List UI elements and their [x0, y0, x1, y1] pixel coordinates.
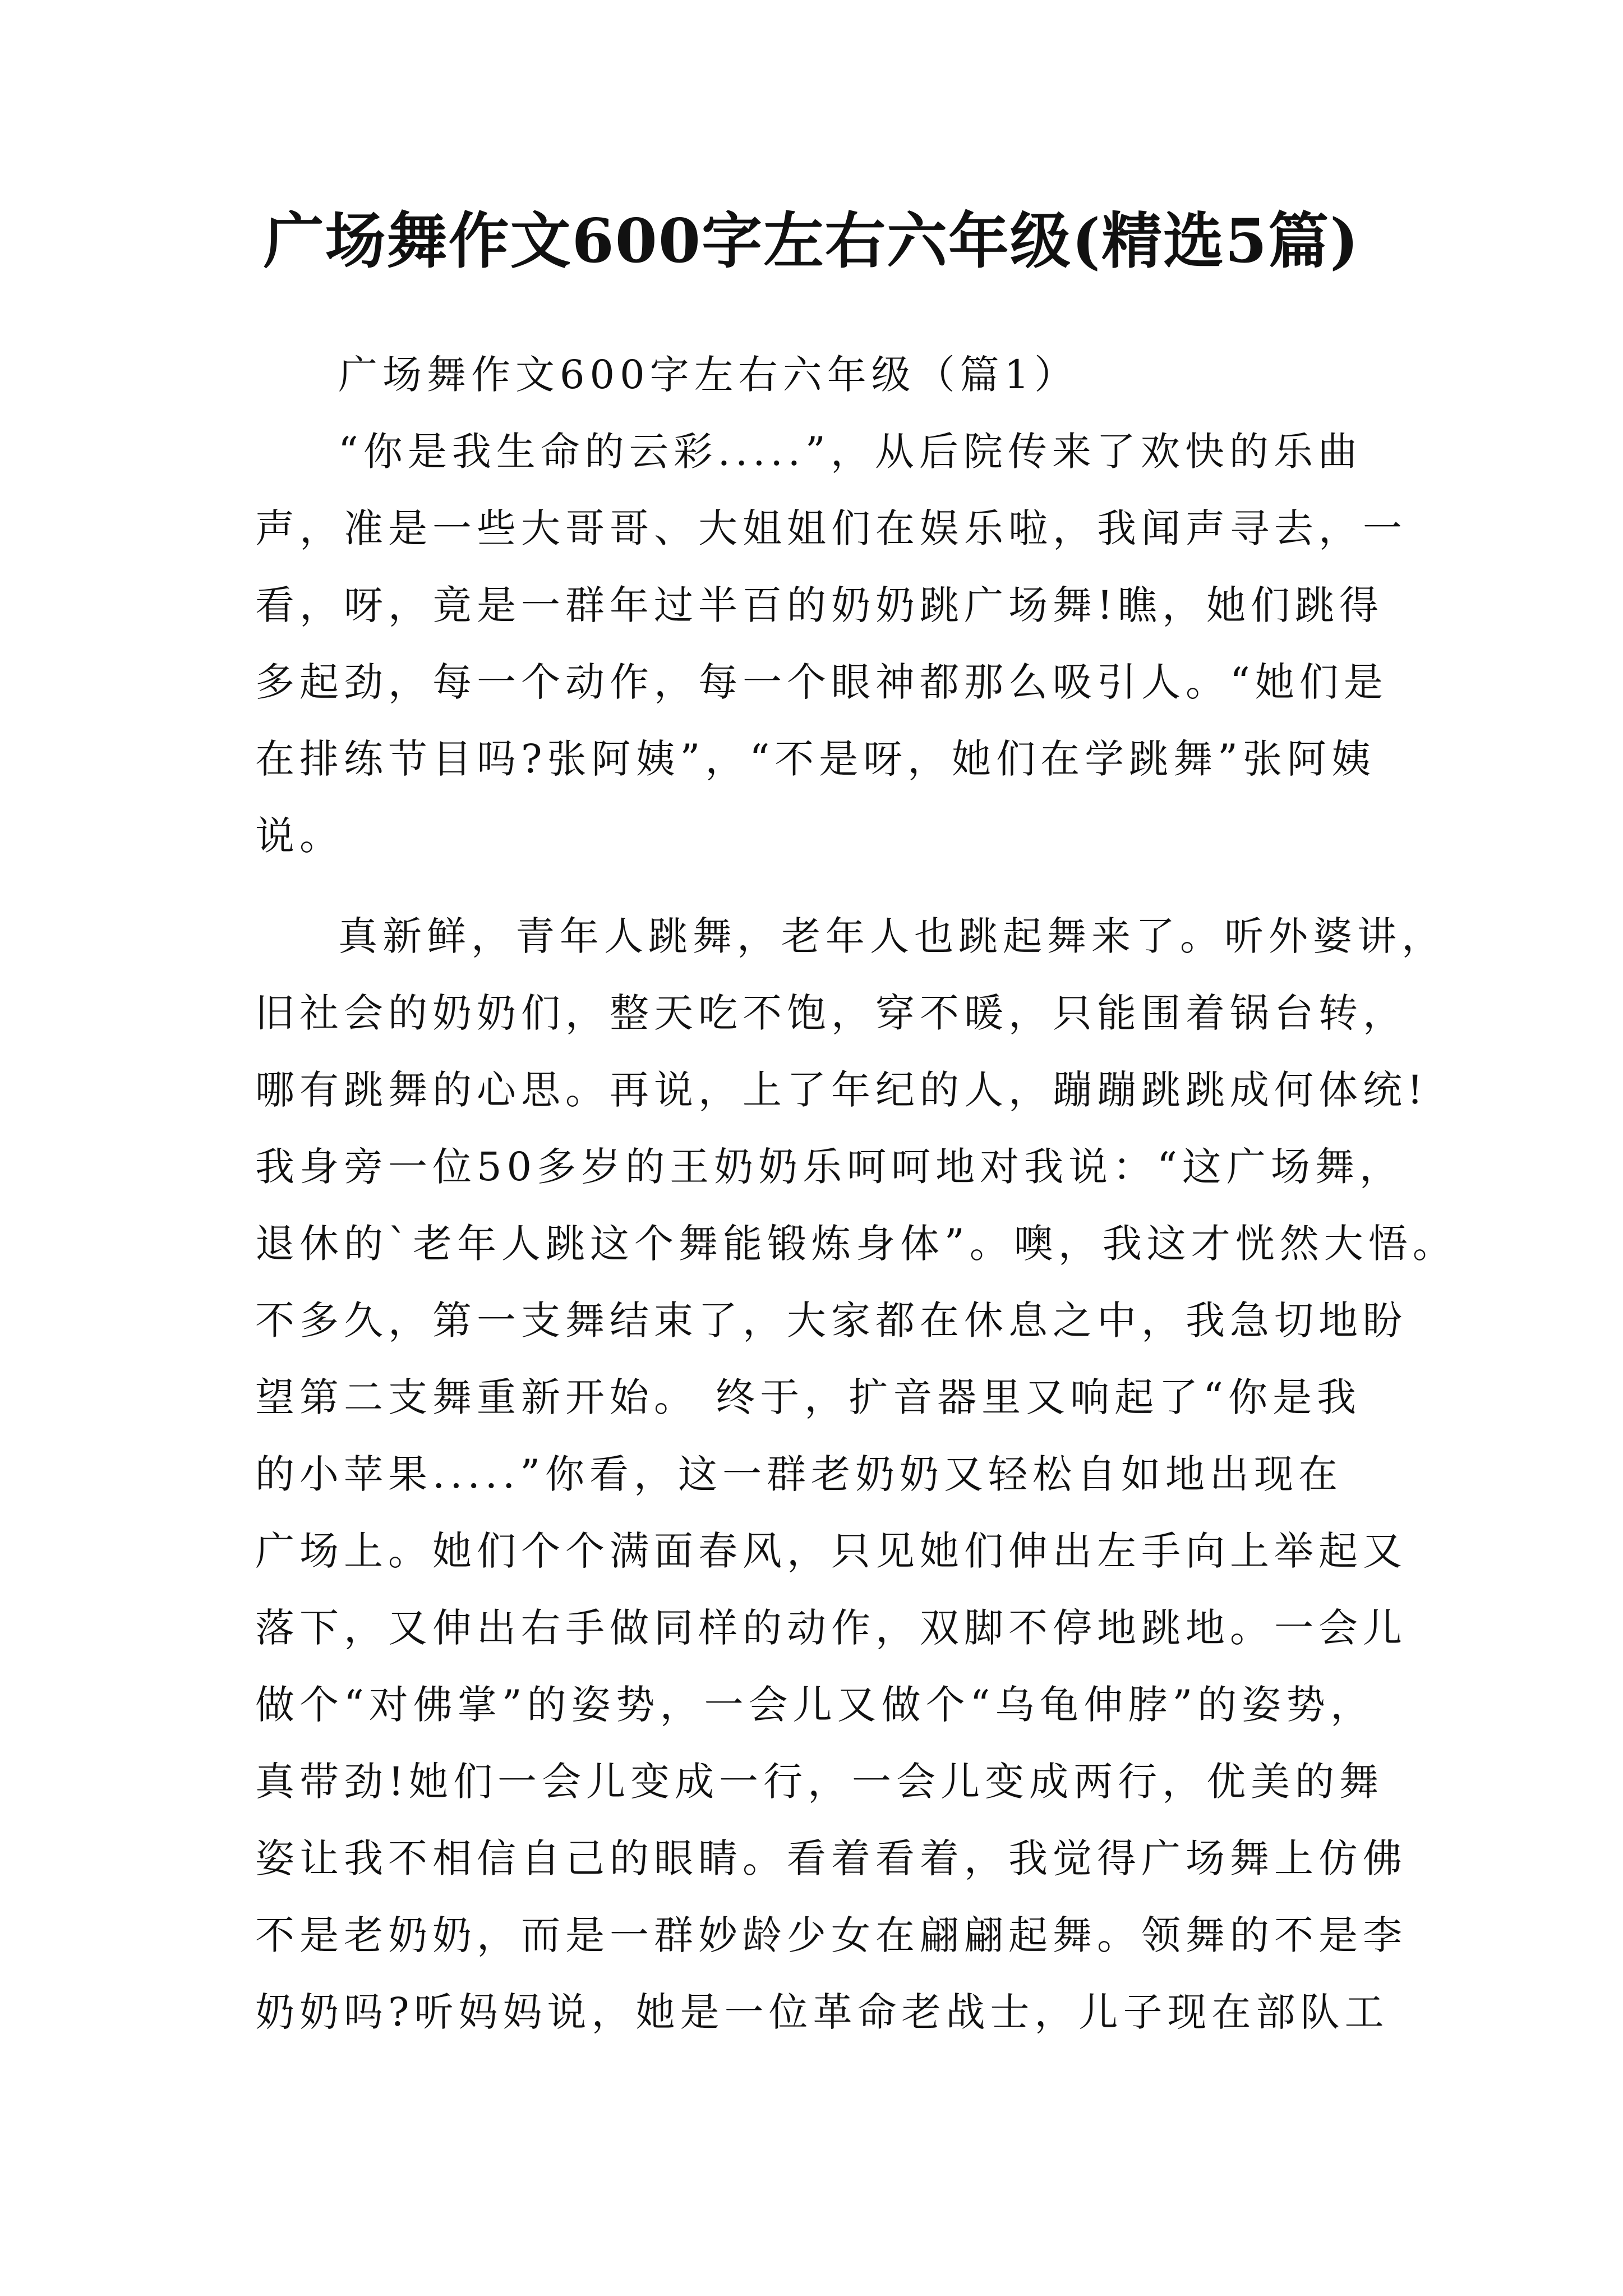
paragraph-line: 姿让我不相信自己的眼睛。看着看着，我觉得广场舞上仿佛: [255, 1835, 1407, 1881]
paragraph-line: 望第二支舞重新开始。 终于，扩音器里又响起了“你是我: [255, 1374, 1362, 1420]
paragraph-line: 落下，又伸出右手做同样的动作，双脚不停地跳地。一会儿: [255, 1605, 1407, 1651]
paragraph-line: 奶奶吗?听妈妈说，她是一位革命老战士，儿子现在部队工: [255, 1989, 1389, 2035]
paragraph-line: 真新鲜，青年人跳舞，老年人也跳起舞来了。听外婆讲，: [338, 913, 1446, 959]
paragraph-line: 看，呀，竟是一群年过半百的奶奶跳广场舞!瞧，她们跳得: [255, 582, 1384, 628]
paragraph-line: 不多久，第一支舞结束了，大家都在休息之中，我急切地盼: [255, 1297, 1407, 1343]
paragraph-1: [255, 413, 1407, 875]
paragraph-line: 旧社会的奶奶们，整天吃不饱，穿不暖，只能围着锅台转，: [255, 990, 1407, 1036]
paragraph-line: 真带劲!她们一会儿变成一行，一会儿变成两行，优美的舞: [255, 1759, 1384, 1805]
document-body: [255, 337, 1457, 2051]
paragraph-line: 声，准是一些大哥哥、大姐姐们在娱乐啦，我闻声寻去，一: [255, 505, 1407, 551]
paragraph-line: 广场上。她们个个满面春风，只见她们伸出左手向上举起又: [255, 1528, 1407, 1574]
paragraph-line: 在排练节目吗?张阿姨”，“不是呀，她们在学跳舞”张阿姨: [255, 736, 1376, 782]
paragraph-line: “你是我生命的云彩.....”，从后院传来了欢快的乐曲: [338, 429, 1362, 475]
paragraph-line: 哪有跳舞的心思。再说，上了年纪的人，蹦蹦跳跳成何体统!: [255, 1067, 1428, 1113]
paragraph-2: [255, 898, 1457, 2051]
paragraph-line: 说。: [255, 813, 344, 859]
paragraph-line: 的小苹果.....”你看，这一群老奶奶又轻松自如地出现在: [255, 1451, 1343, 1497]
paragraph-line: 退休的`老年人跳这个舞能锻炼身体”。噢，我这才恍然大悟。: [255, 1221, 1457, 1267]
paragraph-line: 多起劲，每一个动作，每一个眼神都那么吸引人。“她们是: [255, 659, 1388, 705]
section-heading: 广场舞作文600字左右六年级（篇1）: [338, 352, 1079, 398]
paragraph-line: 我身旁一位50多岁的王奶奶乐呵呵地对我说：“这广场舞，: [255, 1144, 1404, 1190]
document-title: 广场舞作文600字左右六年级(精选5篇): [263, 206, 1360, 277]
paragraph-line: 不是老奶奶，而是一群妙龄少女在翩翩起舞。领舞的不是李: [255, 1912, 1407, 1958]
paragraph-line: 做个“对佛掌”的姿势，一会儿又做个“乌龟伸脖”的姿势，: [255, 1682, 1375, 1728]
